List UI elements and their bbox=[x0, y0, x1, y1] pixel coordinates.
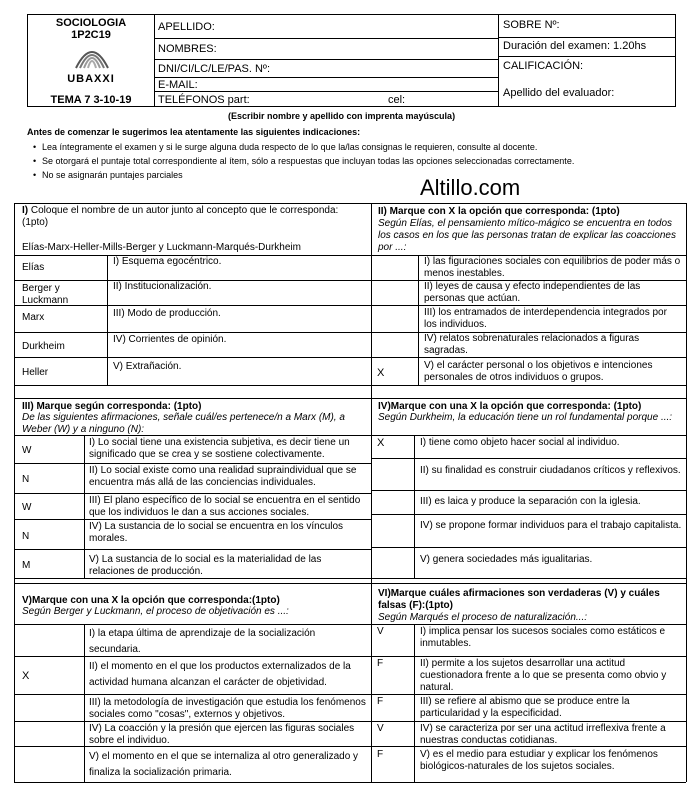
q1-answer-5[interactable]: Heller bbox=[22, 367, 49, 378]
q1-answer-2[interactable]: Berger y Luckmann bbox=[22, 283, 69, 306]
bullet-icon: • bbox=[33, 170, 37, 180]
duracion-label: Duración del examen: 1.20hs bbox=[503, 40, 647, 52]
uba-logo-icon bbox=[72, 44, 112, 70]
q4-option-5: V) genera sociedades más igualitarias. bbox=[420, 554, 593, 565]
q4-option-1: I) tiene como objeto hacer social al individuo. bbox=[420, 437, 620, 448]
telefonos-field[interactable]: TELÉFONOS part: bbox=[158, 94, 250, 106]
course-code: 1P2C19 bbox=[71, 29, 111, 41]
header-divider-left bbox=[154, 14, 155, 107]
q4-title: IV)Marque con una X la opción que corresponda: (1pto) bbox=[378, 401, 642, 412]
q2-option-1: I) las figuraciones sociales con equilibrios de poder más o menos inestables. bbox=[424, 256, 681, 279]
logo-text: UBAXXI bbox=[67, 73, 115, 85]
q6-answer-5[interactable]: F bbox=[377, 749, 384, 760]
calificacion-field: CALIFICACIÓN: bbox=[503, 60, 584, 72]
subject-label: SOCIOLOGIA bbox=[55, 17, 127, 29]
q6-statement-4: IV) se caracteriza por ser una actitud irreflexiva frente a nuestras conductas cotidianas. bbox=[420, 723, 666, 746]
q6-statement-1: I) implica pensar los sucesos sociales como estáticos e inmutables. bbox=[420, 626, 666, 649]
cel-field[interactable]: cel: bbox=[388, 94, 406, 106]
nombres-field[interactable]: NOMBRES: bbox=[158, 43, 217, 55]
email-field[interactable]: E-MAIL: bbox=[158, 79, 198, 91]
q2-option-3: III) los entramados de interdependencia integrados por los individuos. bbox=[424, 307, 667, 330]
q5-option-4: IV) La coacción y la presión que ejercen las figuras sociales sobre el individuo. bbox=[89, 723, 355, 746]
q6-statement-5: V) es el medio para estudiar y explicar los fenómenos biológicos-naturales de los sujetos sociales. bbox=[420, 749, 658, 772]
q3-answer-1[interactable]: W bbox=[22, 445, 32, 456]
q5-option-2: II) el momento en el que los productos externalizados de la actividad humana alcanzan el carácter de objetividad. bbox=[89, 661, 351, 688]
instruction-1: Lea íntegramente el examen y si le surge alguna duda respecto de lo que la/las consignas le requieren, consulte al docente. bbox=[42, 142, 538, 152]
q3-answer-3[interactable]: W bbox=[22, 502, 32, 513]
q3-statement-4: IV) La sustancia de lo social se encuentra en los vínculos morales. bbox=[89, 521, 344, 544]
q1-concept-4: IV) Corrientes de opinión. bbox=[113, 334, 227, 345]
q5-option-1: I) la etapa última de aprendizaje de la socialización secundaria. bbox=[89, 628, 316, 655]
q1-concept-2: II) Institucionalización. bbox=[113, 281, 212, 292]
q1-answer-4[interactable]: Durkheim bbox=[22, 341, 65, 352]
q3-title: III) Marque según corresponda: (1pto) bbox=[22, 401, 202, 412]
q4-subtitle: Según Durkheim, la educación tiene un rol fundamental porque ...: bbox=[378, 412, 673, 423]
q6-answer-1[interactable]: V bbox=[377, 626, 384, 637]
header-divider-right bbox=[498, 14, 499, 107]
dni-field[interactable]: DNI/CI/LC/LE/PAS. Nº: bbox=[158, 63, 271, 75]
q1-concept-1: I) Esquema egocéntrico. bbox=[113, 256, 222, 267]
q3-answer-5[interactable]: M bbox=[22, 560, 31, 571]
q2-title: II) Marque con X la opción que corresponda: (1pto) bbox=[378, 206, 620, 217]
bullet-icon: • bbox=[33, 156, 37, 166]
q5-option-5: V) el momento en el que se internaliza al otro generalizado y finaliza la socialización primaria. bbox=[89, 751, 359, 778]
instruction-2: Se otorgará el puntaje total correspondiente al ítem, sólo a respuestas que incluyan todas las opciones seleccionadas correctamente. bbox=[42, 156, 575, 166]
q6-title: VI)Marque cuáles afirmaciones son verdaderas (V) y cuáles falsas (F):(1pto) bbox=[378, 588, 660, 611]
name-note: (Escribir nombre y apellido con imprenta mayúscula) bbox=[228, 111, 456, 121]
q3-statement-3: III) El plano específico de lo social se encuentra en el sentido que los individuos le dan a sus acciones sociales. bbox=[89, 495, 361, 518]
q1-answer-1[interactable]: Elías bbox=[22, 262, 45, 273]
q5-subtitle: Según Berger y Luckmann, el proceso de objetivación es ...: bbox=[22, 606, 289, 617]
q3-statement-5: V) La sustancia de lo social es la materialidad de las relaciones de producción. bbox=[89, 554, 322, 577]
bullet-icon: • bbox=[33, 142, 37, 152]
q3-statement-2: II) Lo social existe como una realidad supraindividual que se encuentra más allá de las conciencias individuales. bbox=[89, 465, 357, 488]
q4-option-4: IV) se propone formar individuos para el trabajo capitalista. bbox=[420, 520, 682, 531]
q4-option-3: III) es laica y produce la separación con la iglesia. bbox=[420, 496, 641, 507]
q6-answer-3[interactable]: F bbox=[377, 696, 384, 707]
q6-subtitle: Según Marqués el proceso de naturalización...: bbox=[378, 612, 588, 623]
instruction-3: No se asignarán puntajes parciales bbox=[42, 170, 183, 180]
q3-answer-2[interactable]: N bbox=[22, 474, 30, 485]
q4-answer-1[interactable]: X bbox=[377, 437, 385, 449]
q3-answer-4[interactable]: N bbox=[22, 531, 30, 542]
tema-label: TEMA 7 3-10-19 bbox=[50, 94, 132, 106]
q2-option-5: V) el carácter personal o los objetivos e intenciones personales de otros individuos o grupos. bbox=[424, 360, 653, 383]
instructions-title: Antes de comenzar le sugerimos lea atentamente las siguientes indicaciones: bbox=[27, 127, 361, 137]
q2-option-4: IV) relatos sobrenaturales relacionados a figuras sagradas. bbox=[424, 333, 640, 356]
q1-concept-3: III) Modo de producción. bbox=[113, 308, 221, 319]
q1-authors: Elías-Marx-Heller-Mills-Berger y Luckmann-Marqués-Durkheim bbox=[22, 242, 301, 253]
q2-subtitle: Según Elías, el pensamiento mítico-mágico se encuentra en todos los casos en los que las personas tratan de explicar las coacciones por ...: bbox=[378, 218, 676, 253]
watermark: Altillo.com bbox=[420, 175, 521, 200]
q5-answer-2[interactable]: X bbox=[22, 670, 30, 682]
apellido-field[interactable]: APELLIDO: bbox=[158, 21, 215, 33]
q2-option-2: II) leyes de causa y efecto independientes de las personas que actúan. bbox=[424, 281, 641, 304]
q6-answer-2[interactable]: F bbox=[377, 658, 384, 669]
q1-concept-5: V) Extrañación. bbox=[113, 361, 182, 372]
evaluador-field: Apellido del evaluador: bbox=[503, 87, 615, 99]
q1-answer-3[interactable]: Marx bbox=[22, 312, 45, 323]
q5-title: V)Marque con una X la opción que corresponda:(1pto) bbox=[22, 595, 280, 606]
q2-answer-5[interactable]: X bbox=[377, 367, 385, 379]
q6-statement-3: III) se refiere al abismo que se produce entre la particularidad y la especificidad. bbox=[420, 696, 630, 719]
q3-subtitle: De las siguientes afirmaciones, señale cuál/es pertenece/n a Marx (M), a Weber (W) y a ninguno (N): bbox=[22, 412, 345, 435]
q6-answer-4[interactable]: V bbox=[377, 723, 384, 734]
q3-statement-1: I) Lo social tiene una existencia subjetiva, es decir tiene un significado que se crea y se sostiene colectivamente. bbox=[89, 437, 350, 460]
q1-title: I) Coloque el nombre de un autor junto al concepto que le corresponda:(1pto) bbox=[22, 205, 339, 228]
q6-statement-2: II) permite a los sujetos desarrollar una actitud cuestionadora frente a lo que se presenta como obvio y natural. bbox=[420, 658, 667, 693]
q5-option-3: III) la metodología de investigación que estudia los fenómenos sociales como "cosas", externos y objetivos. bbox=[89, 697, 366, 720]
sobre-field[interactable]: SOBRE Nº: bbox=[503, 19, 560, 31]
q4-option-2: II) su finalidad es construir ciudadanos críticos y reflexivos. bbox=[420, 465, 681, 476]
